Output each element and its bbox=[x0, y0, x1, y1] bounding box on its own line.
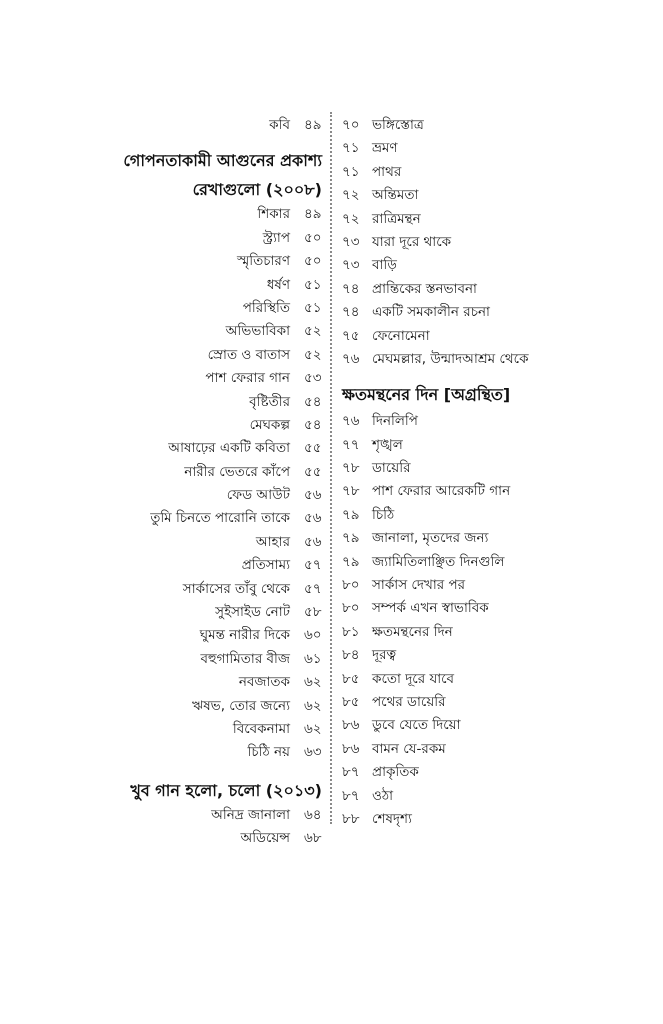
entry-page: ৭৮ bbox=[342, 460, 360, 477]
entry-title: পাশ ফেরার আরেকটি গান bbox=[372, 483, 511, 500]
entry-page: ৮৭ bbox=[342, 787, 360, 804]
entry-page: ৭১ bbox=[342, 163, 360, 180]
entry-title: ধর্ষণ bbox=[266, 276, 290, 293]
entry-title: অনিদ্র জানালা bbox=[211, 806, 290, 823]
entry-page: ৫৪ bbox=[304, 416, 322, 433]
entry-page: ৬৮ bbox=[304, 830, 322, 847]
entry-page: ৫২ bbox=[304, 346, 322, 363]
entry-page: ৪৯ bbox=[304, 117, 322, 133]
toc-entry[interactable] bbox=[342, 325, 642, 348]
entry-page: ৭০ bbox=[342, 117, 360, 133]
entry-title: ডায়েরি bbox=[372, 460, 411, 477]
entry-title: ভ্রমণ bbox=[372, 140, 398, 157]
entry-title: চিঠি নয় bbox=[247, 744, 290, 761]
toc-entry[interactable] bbox=[342, 668, 642, 691]
entry-page: ৮৫ bbox=[342, 670, 360, 687]
entry-page: ৬২ bbox=[304, 720, 322, 737]
entry-page: ৫৬ bbox=[304, 487, 322, 504]
toc-entry[interactable] bbox=[342, 714, 642, 737]
toc-entry[interactable] bbox=[60, 203, 322, 226]
entry-page: ৮৪ bbox=[342, 647, 360, 664]
entry-page: ৭৪ bbox=[342, 280, 360, 297]
toc-entry[interactable] bbox=[60, 804, 322, 827]
entry-page: ৫১ bbox=[304, 299, 322, 316]
entry-title: অভিভাবিকা bbox=[225, 323, 290, 340]
entry-page: ৫৭ bbox=[304, 557, 322, 574]
toc-entry[interactable] bbox=[60, 367, 322, 390]
left-column bbox=[60, 114, 322, 851]
entry-page: ৮০ bbox=[342, 600, 360, 617]
entry-page: ৭৭ bbox=[342, 436, 360, 453]
entry-title: প্রাকৃতিক bbox=[372, 764, 419, 781]
entry-page: ৭৬ bbox=[342, 350, 360, 367]
entry-page: ৭২ bbox=[342, 187, 360, 204]
entry-title: জ্যামিতিলাঞ্ছিত দিনগুলি bbox=[372, 553, 505, 570]
toc-entry[interactable] bbox=[60, 461, 322, 484]
entry-page: ৬২ bbox=[304, 674, 322, 691]
entry-title: সুইসাইড নোট bbox=[215, 604, 290, 621]
entry-page: ৫৫ bbox=[304, 463, 322, 480]
section-heading: গোপনতাকামী আগুনের প্রকাশ্য bbox=[123, 151, 322, 171]
entry-page: ৮৫ bbox=[342, 693, 360, 710]
entry-title: পাশ ফেরার গান bbox=[205, 370, 290, 387]
toc-entry[interactable] bbox=[342, 691, 642, 714]
entry-title: ঋষভ, তোর জন্যে bbox=[192, 697, 290, 714]
entry-title: কবি bbox=[269, 117, 290, 133]
section-heading: খুব গান হলো, চলো (২০১৩) bbox=[130, 780, 322, 800]
right-column bbox=[342, 114, 642, 831]
entry-page: ৫৪ bbox=[304, 393, 322, 410]
entry-page: ৮৬ bbox=[342, 717, 360, 734]
entry-title: ওঠা bbox=[372, 787, 394, 804]
toc-entry[interactable] bbox=[342, 114, 642, 137]
toc-entry[interactable] bbox=[342, 278, 642, 301]
entry-page: ৬২ bbox=[304, 697, 322, 714]
entry-title: ঘুমন্ত নারীর দিকে bbox=[199, 627, 290, 644]
entry-page: ৭৯ bbox=[342, 530, 360, 547]
toc-entry[interactable] bbox=[60, 695, 322, 718]
entry-title: শেষদৃশ্য bbox=[372, 810, 412, 827]
entry-page: ৮৭ bbox=[342, 764, 360, 781]
entry-title: ডুবে যেতে দিয়ো bbox=[372, 717, 461, 734]
toc-entry[interactable] bbox=[60, 531, 322, 554]
entry-title: বামন যে-রকম bbox=[372, 740, 446, 757]
toc-entry[interactable] bbox=[60, 718, 322, 741]
section-heading-continued: রেখাগুলো (২০০৮) bbox=[192, 180, 322, 200]
entry-title: আহার bbox=[255, 533, 290, 550]
toc-entry[interactable] bbox=[60, 648, 322, 671]
entry-title: রাত্রিমন্থন bbox=[372, 210, 421, 227]
entry-title: স্ট্র্যাপ bbox=[262, 229, 290, 246]
entry-page: ৫০ bbox=[304, 253, 322, 270]
entry-page: ৭১ bbox=[342, 140, 360, 157]
entry-title: একটি সমকালীন রচনা bbox=[372, 304, 490, 321]
toc-entry[interactable] bbox=[342, 761, 642, 784]
toc-entry[interactable] bbox=[60, 274, 322, 297]
entry-title: ফেড আউট bbox=[226, 487, 290, 504]
entry-page: ৪৯ bbox=[304, 206, 322, 223]
entry-page: ৮০ bbox=[342, 577, 360, 594]
entry-title: বহুগামিতার বীজ bbox=[200, 650, 290, 667]
entry-page: ৭৪ bbox=[342, 304, 360, 321]
entry-page: ৬৪ bbox=[304, 806, 322, 823]
entry-title: প্রান্তিকের স্তনভাবনা bbox=[372, 280, 477, 297]
entry-page: ৭৮ bbox=[342, 483, 360, 500]
toc-entry[interactable] bbox=[60, 437, 322, 460]
entry-title: পরিস্থিতি bbox=[242, 299, 290, 316]
entry-title: মেঘমল্লার, উন্মাদআশ্রম থেকে bbox=[372, 350, 529, 367]
toc-entry[interactable] bbox=[342, 184, 642, 207]
entry-title: সার্কাস দেখার পর bbox=[372, 577, 466, 594]
entry-page: ৭৯ bbox=[342, 553, 360, 570]
toc-entry[interactable] bbox=[342, 137, 642, 160]
entry-title: তুমি চিনতে পারোনি তাকে bbox=[150, 510, 290, 527]
toc-entry[interactable] bbox=[342, 551, 642, 574]
entry-title: দূরত্ব bbox=[372, 647, 397, 664]
entry-title: প্রতিসাম্য bbox=[241, 557, 290, 574]
entry-page: ৫৭ bbox=[304, 580, 322, 597]
section-heading: ক্ষতমন্থনের দিন [অগ্রন্থিত] bbox=[342, 385, 511, 405]
toc-entry[interactable] bbox=[60, 114, 322, 137]
toc-entry[interactable] bbox=[342, 161, 642, 184]
entry-page: ৭৫ bbox=[342, 327, 360, 344]
entry-title: মেঘকল্প bbox=[249, 416, 290, 433]
toc-entry[interactable] bbox=[60, 624, 322, 647]
entry-title: নারীর ভেতরে কাঁপে bbox=[184, 463, 290, 480]
toc-entry[interactable] bbox=[342, 785, 642, 808]
entry-page: ৬০ bbox=[304, 627, 322, 644]
toc-entry[interactable] bbox=[60, 507, 322, 530]
entry-page: ৫৬ bbox=[304, 533, 322, 550]
entry-title: জানালা, মৃতদের জন্য bbox=[372, 530, 489, 547]
entry-title: সার্কাসের তাঁবু থেকে bbox=[182, 580, 290, 597]
entry-title: স্রোত ও বাতাস bbox=[207, 346, 290, 363]
entry-page: ৭২ bbox=[342, 210, 360, 227]
entry-page: ৫৬ bbox=[304, 510, 322, 527]
toc-entry[interactable] bbox=[342, 231, 642, 254]
entry-title: ক্ষতমন্থনের দিন bbox=[372, 623, 453, 640]
entry-title: বাড়ি bbox=[372, 257, 397, 274]
toc-entry[interactable] bbox=[60, 578, 322, 601]
entry-title: ফেনোমেনা bbox=[372, 327, 430, 344]
toc-entry[interactable] bbox=[60, 484, 322, 507]
toc-entry[interactable] bbox=[342, 208, 642, 231]
toc-entry[interactable] bbox=[342, 480, 642, 503]
entry-page: ৬১ bbox=[304, 650, 322, 667]
toc-entry[interactable] bbox=[60, 671, 322, 694]
toc-entry[interactable] bbox=[342, 597, 642, 620]
toc-entry[interactable] bbox=[342, 457, 642, 480]
toc-entry[interactable] bbox=[60, 741, 322, 764]
entry-page: ৭৩ bbox=[342, 233, 360, 250]
toc-entry[interactable] bbox=[60, 827, 322, 850]
entry-title: নবজাতক bbox=[238, 674, 290, 691]
toc-entry[interactable] bbox=[60, 320, 322, 343]
entry-page: ৮১ bbox=[342, 623, 360, 640]
entry-page: ৭৯ bbox=[342, 506, 360, 523]
toc-entry[interactable] bbox=[342, 348, 642, 371]
entry-title: কতো দূরে যাবে bbox=[372, 670, 455, 687]
toc-entry[interactable] bbox=[60, 227, 322, 250]
toc-entry[interactable] bbox=[342, 527, 642, 550]
toc-entry[interactable] bbox=[342, 644, 642, 667]
toc-entry[interactable] bbox=[342, 434, 642, 457]
toc-entry[interactable] bbox=[342, 410, 642, 433]
entry-title: বৃষ্টিতীর bbox=[249, 393, 290, 410]
entry-title: চিঠি bbox=[372, 506, 395, 523]
entry-title: অডিয়েন্স bbox=[240, 830, 290, 847]
toc-entry[interactable] bbox=[60, 250, 322, 273]
entry-title: শিকার bbox=[257, 206, 290, 223]
entry-title: ভঙ্গিস্তোত্র bbox=[372, 117, 424, 133]
entry-title: আষাঢ়ের একটি কবিতা bbox=[168, 440, 290, 457]
entry-page: ৮৮ bbox=[342, 810, 360, 827]
toc-entry[interactable] bbox=[60, 297, 322, 320]
toc-entry[interactable] bbox=[342, 738, 642, 761]
entry-page: ৫২ bbox=[304, 323, 322, 340]
entry-title: শৃঙ্খল bbox=[372, 436, 403, 453]
entry-page: ৫৮ bbox=[304, 604, 322, 621]
entry-title: দিনলিপি bbox=[372, 413, 418, 430]
entry-page: ৬৩ bbox=[304, 744, 322, 761]
entry-title: পাথর bbox=[372, 163, 402, 180]
entry-title: অন্তিমতা bbox=[372, 187, 419, 204]
entry-title: স্মৃতিচারণ bbox=[236, 253, 290, 270]
toc-entry[interactable] bbox=[342, 574, 642, 597]
toc-entry[interactable] bbox=[342, 504, 642, 527]
entry-page: ৭৩ bbox=[342, 257, 360, 274]
toc-entry[interactable] bbox=[60, 344, 322, 367]
toc-entry[interactable] bbox=[60, 391, 322, 414]
entry-page: ৫০ bbox=[304, 229, 322, 246]
dotted-column-divider bbox=[330, 112, 332, 824]
toc-entry[interactable] bbox=[60, 601, 322, 624]
entry-page: ৫৩ bbox=[304, 370, 322, 387]
entry-page: ৫১ bbox=[304, 276, 322, 293]
toc-entry[interactable] bbox=[342, 301, 642, 324]
entry-title: বিবেকনামা bbox=[232, 720, 290, 737]
toc-entry[interactable] bbox=[60, 414, 322, 437]
entry-page: ৭৬ bbox=[342, 413, 360, 430]
entry-page: ৮৬ bbox=[342, 740, 360, 757]
toc-entry[interactable] bbox=[342, 621, 642, 644]
entry-title: সম্পর্ক এখন স্বাভাবিক bbox=[372, 600, 489, 617]
toc-entry[interactable] bbox=[342, 254, 642, 277]
toc-entry[interactable] bbox=[342, 808, 642, 831]
toc-entry[interactable] bbox=[60, 554, 322, 577]
entry-title: পথের ডায়েরি bbox=[372, 693, 446, 710]
entry-page: ৫৫ bbox=[304, 440, 322, 457]
entry-title: যারা দূরে থাকে bbox=[372, 233, 452, 250]
